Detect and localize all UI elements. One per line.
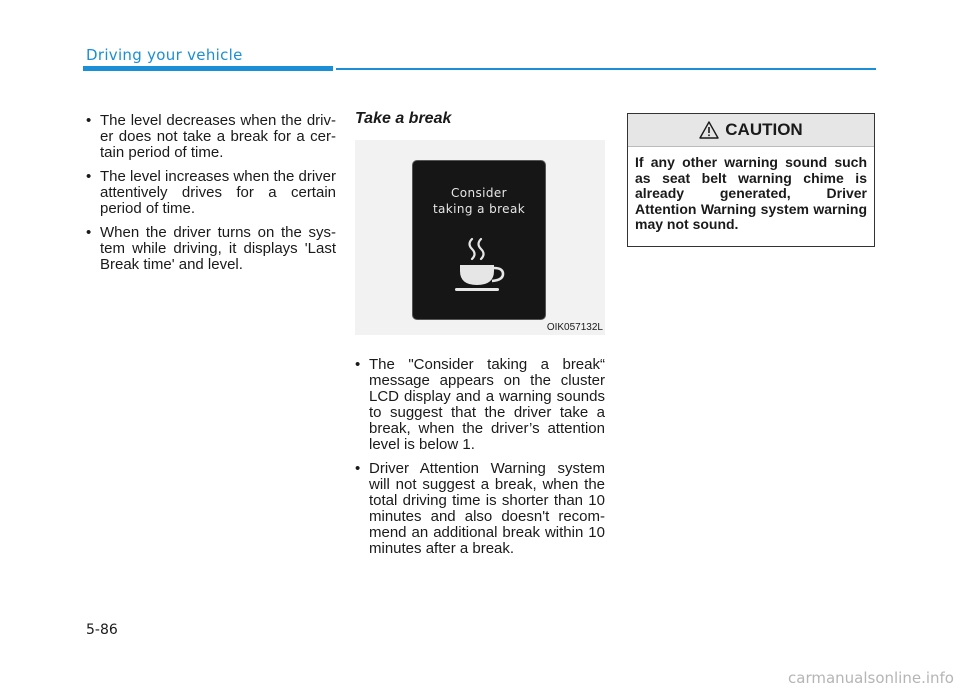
figure-code: OIK057132L	[546, 322, 603, 333]
bullet-list	[355, 357, 605, 557]
middle-column	[355, 110, 605, 565]
caution-box	[627, 113, 875, 247]
page-number: 5-86	[86, 622, 118, 638]
left-column	[86, 113, 336, 281]
list-item: • The level decreases when the driver does not take a break for a certain period of time.	[86, 113, 336, 161]
header-rule-thick	[83, 66, 333, 71]
list-item: • The level increases when the driver attentively drives for a certain period of time.	[86, 169, 336, 217]
list-item: • When the driver turns on the system while driving, it displays 'Last Break time' and level.	[86, 225, 336, 273]
list-item: • The "Consider taking a break“ message appears on the cluster LCD display and a warning sounds to suggest that the driver take a break, when the driver’s attention level is below 1.	[355, 357, 605, 453]
lcd-message: Consider taking a break	[432, 186, 526, 216]
caution-text: If any other warning sound such as seat belt warning chime is already generated, Driver Attention Warning system warning may not sound.	[635, 154, 867, 232]
caution-header	[628, 114, 874, 147]
caution-title: CAUTION	[725, 120, 803, 139]
section-title: Driving your vehicle	[86, 46, 243, 64]
subsection-heading: Take a break	[355, 110, 452, 127]
cluster-figure	[355, 140, 605, 335]
header-rule-thin	[336, 68, 876, 70]
warning-triangle-icon	[699, 121, 719, 139]
cluster-lcd-display	[412, 160, 546, 320]
list-item: • Driver Attention Warning system will not suggest a break, when the total driving time is shorter than 10 minutes and also doesn't recommend an additional break within 10 minutes after a break.	[355, 461, 605, 557]
watermark: carmanualsonline.info	[788, 669, 954, 687]
bullet-list	[86, 113, 336, 273]
coffee-cup-icon	[453, 237, 505, 295]
